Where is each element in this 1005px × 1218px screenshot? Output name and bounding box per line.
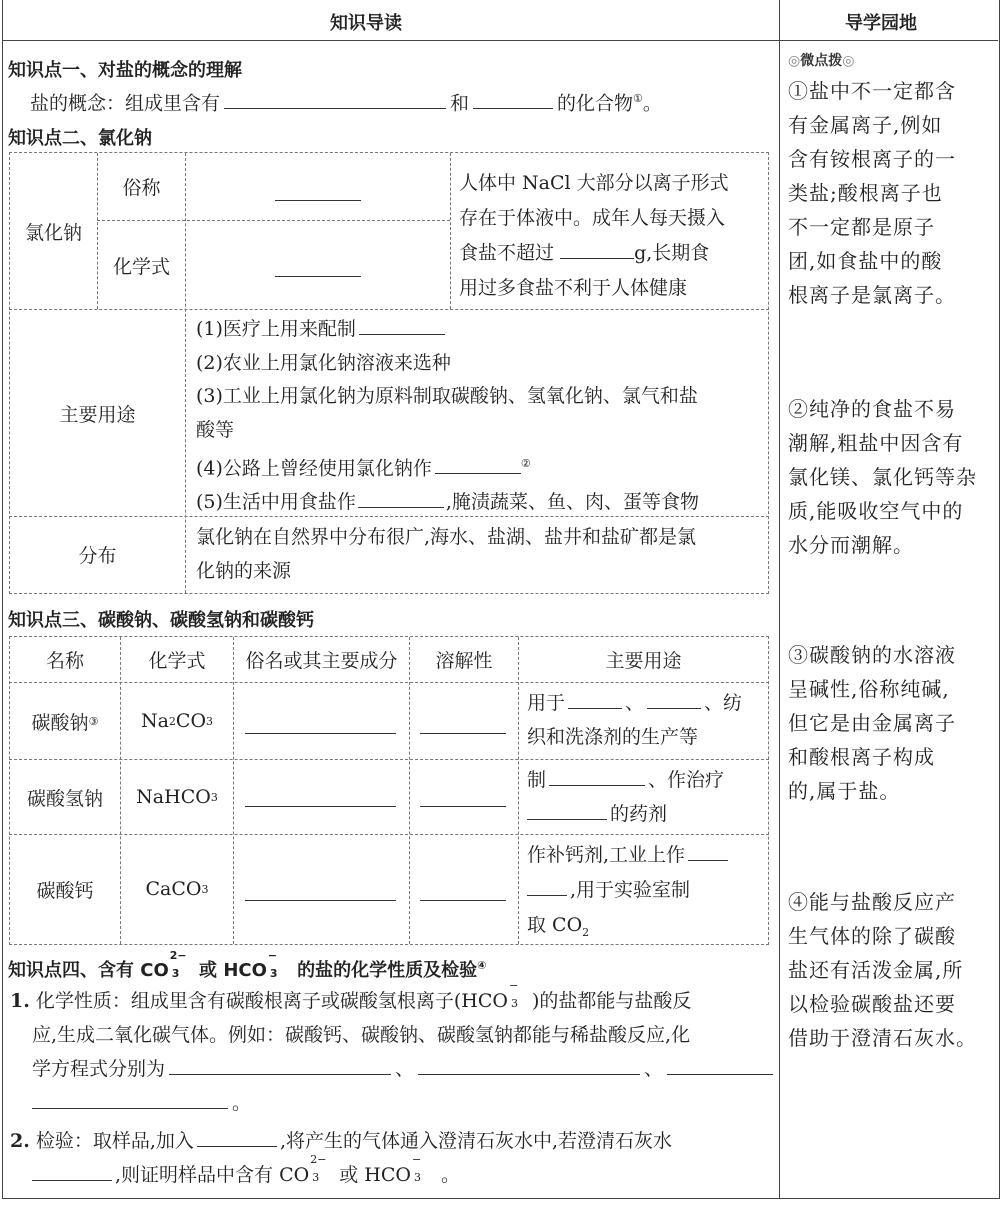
sidebar-note-4: ④能与盐酸反应产 生气体的除了碳酸 盐还有活泼金属,所 以检验碳酸盐还要 借助于澄清石灰水。 xyxy=(788,890,977,1050)
common-name-label: 俗称 xyxy=(122,177,161,199)
r1-solubility-blank xyxy=(420,733,506,734)
row-calcium-carbonate-name: 碳酸钙 xyxy=(36,879,94,902)
kp1-title: 知识点一、对盐的概念的理解 xyxy=(8,60,242,81)
nacl-vline-3 xyxy=(450,153,451,309)
header-left-title: 知识导读 xyxy=(330,13,402,34)
r2-solubility-blank xyxy=(420,806,506,807)
row-calcium-carbonate-formula: CaCO 3 xyxy=(145,878,209,900)
nacl-vline-2 xyxy=(185,153,186,593)
uses-label: 主要用途 xyxy=(59,403,136,426)
header-divider xyxy=(2,40,998,41)
r1-common-name-blank xyxy=(245,733,396,734)
r1-uses: 用于 、 、纺 织和洗涤剂的生产等 xyxy=(527,686,767,754)
r2-common-name-blank xyxy=(245,806,396,807)
col-header-formula: 化学式 xyxy=(148,650,206,672)
kp2-title: 知识点二、氯化钠 xyxy=(8,128,152,149)
row-sodium-carbonate-formula: Na 2 CO 3 xyxy=(140,710,214,732)
distribution-text: 氯化钠在自然界中分布很广,海水、盐湖、盐井和盐矿都是氯 化钠的来源 xyxy=(196,526,697,582)
uses-list: (1)医疗上用来配制 (2)农业上用氯化钠溶液来选种 (3)工业上用氯化钠为原料制取碳酸钠、氢氧化钠、氯气和盐 酸等 (4)公路上曾经使用氯化钠作 ② (5)生活中用食盐作 ,腌渍蔬菜、鱼、肉、蛋等食物 xyxy=(196,313,766,519)
sidebar-note-2: ②纯净的食盐不易 潮解,粗盐中因含有 氯化镁、氯化钙等杂 质,能吸收空气中的 水分而潮解。 xyxy=(788,397,977,557)
formula-label: 化学式 xyxy=(112,255,170,278)
col-header-uses: 主要用途 xyxy=(605,650,682,672)
ct-vline-2 xyxy=(233,637,234,944)
common-name-blank xyxy=(275,200,361,201)
r3-solubility-blank xyxy=(420,900,506,901)
r3-common-name-blank xyxy=(245,900,396,901)
kp4-title: 知识点四、含有 CO 2− 3 或 HCO − 3 的盐的化学性质及检验④ xyxy=(8,949,487,981)
col-header-solubility: 溶解性 xyxy=(435,650,493,672)
kp4-test-paragraph: 2. 检验：取样品,加入 ,将产生的气体通入澄清石灰水中,若澄清石灰水 ,则证明样品中含有 CO 2− 3 或 HCO − 3 。 xyxy=(10,1124,775,1192)
distribution-label: 分布 xyxy=(78,545,117,567)
ct-vline-3 xyxy=(409,637,410,944)
sidebar-note-3: ③碳酸钠的水溶液 呈碱性,俗称纯碱, 但它是由金属离子 和酸根离子构成 的,属于盐。 xyxy=(788,643,956,803)
column-divider xyxy=(779,0,780,1198)
kp3-title: 知识点三、碳酸钠、碳酸氢钠和碳酸钙 xyxy=(8,610,314,631)
r2-uses: 制 、作治疗 的药剂 xyxy=(527,763,767,831)
nacl-side-text: 人体中 NaCl 大部分以离子形式 存在于体液中。成年人每天摄入 食盐不超过 g,长期食 用过多食盐不利于人体健康 xyxy=(459,172,729,299)
formula-blank xyxy=(275,276,361,277)
kp1-definition: 盐的概念：组成里含有 和 的化合物①。 xyxy=(30,82,662,120)
header-right-title: 导学园地 xyxy=(845,13,917,34)
row-sodium-bicarbonate-name: 碳酸氢钠 xyxy=(26,787,103,810)
circle-marker-icon: ◎ xyxy=(842,53,855,69)
row-sodium-carbonate-name: 碳酸钠 ③ xyxy=(31,711,99,734)
sidebar-note-1: ①盐中不一定都含 有金属离子,例如 含有铵根离子的一 类盐;酸根离子也 不一定都是原子 团,如食盐中的酸 根离子是氯离子。 xyxy=(788,79,956,307)
sidebar-tag: ◎微点拨◎ xyxy=(788,53,855,69)
circle-marker-icon: ◎ xyxy=(788,53,801,69)
nacl-row-label: 氯化钠 xyxy=(24,221,82,244)
r3-uses: 作补钙剂,工业上作 ,用于实验室制 取 $CO_2$ xyxy=(527,838,767,950)
ct-vline-4 xyxy=(518,637,519,944)
row-sodium-bicarbonate-formula: NaHCO 3 xyxy=(136,786,218,808)
col-header-common-name: 俗名或其主要成分 xyxy=(245,650,398,672)
kp4-property-paragraph: 1. 化学性质：组成里含有碳酸根离子或碳酸氢根离子(HCO − 3 )的盐都能与盐酸反 应,生成二氧化碳气体。例如：碳酸钙、碳酸钠、碳酸氢钠都能与稀盐酸反应,化 学方程式分别为 、 、 。 xyxy=(10,984,775,1120)
col-header-name: 名称 xyxy=(45,650,84,672)
